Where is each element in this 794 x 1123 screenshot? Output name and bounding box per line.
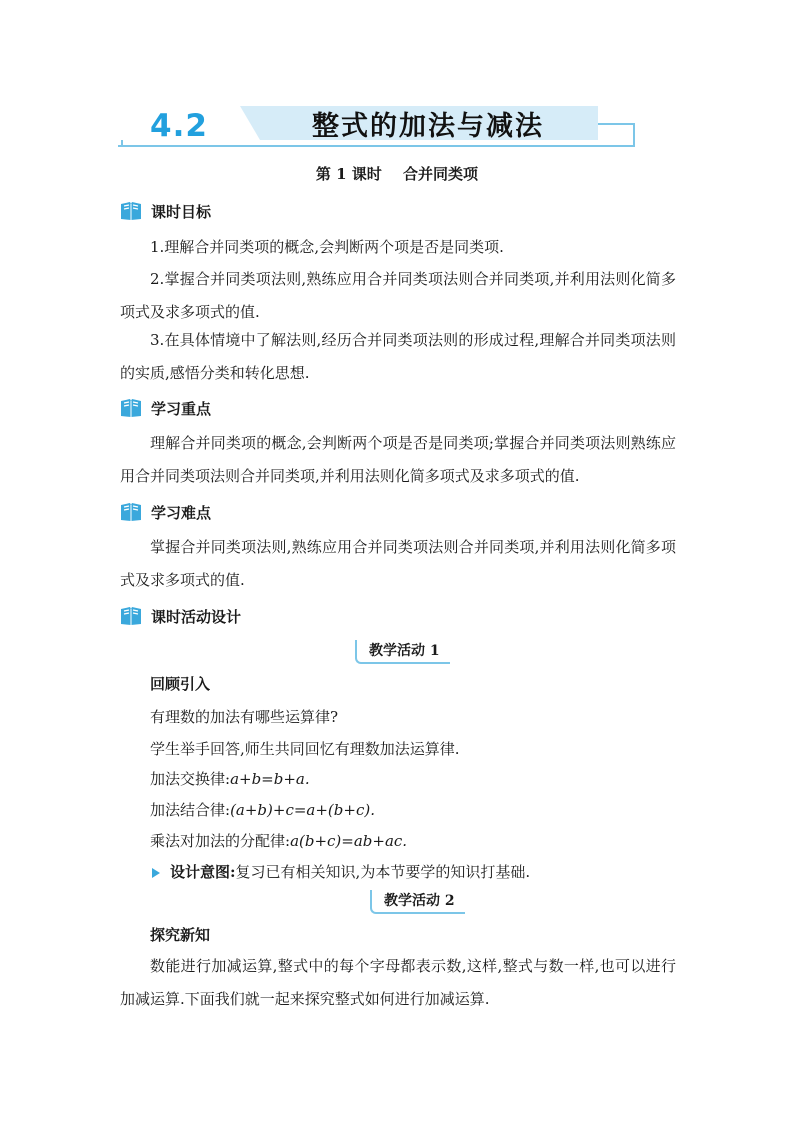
law-distributive [150, 830, 407, 851]
law-distributive-formula: a(b+c)=ab+ac. [290, 832, 408, 850]
difficulties-label: 学习难点 [151, 503, 212, 522]
activity-1-title: 教学活动 1 [355, 640, 450, 664]
activity-2-subtitle: 探究新知 [150, 926, 211, 944]
key-points-label: 学习重点 [151, 399, 212, 418]
activity-1-answer: 学生举手回答,师生共同回忆有理数加法运算律. [150, 740, 460, 758]
section-number: 4.2 [150, 108, 208, 144]
law-associative [150, 799, 375, 820]
lesson-title [0, 163, 794, 184]
activity-2-title: 教学活动 2 [370, 890, 465, 914]
design-intent-label: 设计意图: [170, 863, 236, 881]
law-commutative-label: 加法交换律: [150, 770, 231, 788]
book-icon [120, 201, 142, 221]
design-label: 课时活动设计 [151, 607, 242, 626]
activity-1-question: 有理数的加法有哪些运算律? [150, 708, 339, 726]
goals-heading [120, 200, 211, 222]
difficulties-text: 掌握合并同类项法则,熟练应用合并同类项法则合并同类项,并利用法则化简多项式及求多项式的值. [120, 538, 676, 589]
goal-item-1: 1.理解合并同类项的概念,会判断两个项是否是同类项. [150, 238, 504, 256]
difficulties-heading [120, 501, 211, 523]
goal-item-3: 3.在具体情境中了解法则,经历合并同类项法则的形成过程,理解合并同类项法则的实质,感悟分类和转化思想. [120, 331, 676, 382]
design-intent [152, 861, 530, 882]
key-points-text: 理解合并同类项的概念,会判断两个项是否是同类项;掌握合并同类项法则熟练应用合并同类项法则合并同类项,并利用法则化简多项式及求多项式的值. [120, 434, 676, 485]
triangle-arrow-icon [152, 868, 160, 878]
book-icon [120, 502, 142, 522]
design-heading [120, 605, 241, 627]
activity-1-subtitle: 回顾引入 [150, 675, 211, 693]
law-commutative-formula: a+b=b+a. [230, 770, 310, 788]
lesson-name: 合并同类项 [403, 165, 479, 183]
book-icon [120, 606, 142, 626]
design-intent-text: 复习已有相关知识,为本节要学的知识打基础. [235, 863, 531, 881]
law-distributive-label: 乘法对加法的分配律: [150, 832, 291, 850]
law-associative-label: 加法结合律: [150, 801, 231, 819]
law-associative-formula: (a+b)+c=a+(b+c). [230, 801, 375, 819]
law-commutative [150, 768, 310, 789]
goal-item-2: 2.掌握合并同类项法则,熟练应用合并同类项法则合并同类项,并利用法则化简多项式及求多项式的值. [120, 270, 676, 321]
activity-2-text: 数能进行加减运算,整式中的每个字母都表示数,这样,整式与数一样,也可以进行加减运算.下面我们就一起来探究整式如何进行加减运算. [120, 957, 676, 1008]
book-icon [120, 398, 142, 418]
lesson-number: 第 1 课时 [315, 165, 382, 183]
goals-label: 课时目标 [151, 202, 212, 221]
key-points-heading [120, 397, 211, 419]
section-title: 整式的加法与减法 [312, 111, 544, 142]
